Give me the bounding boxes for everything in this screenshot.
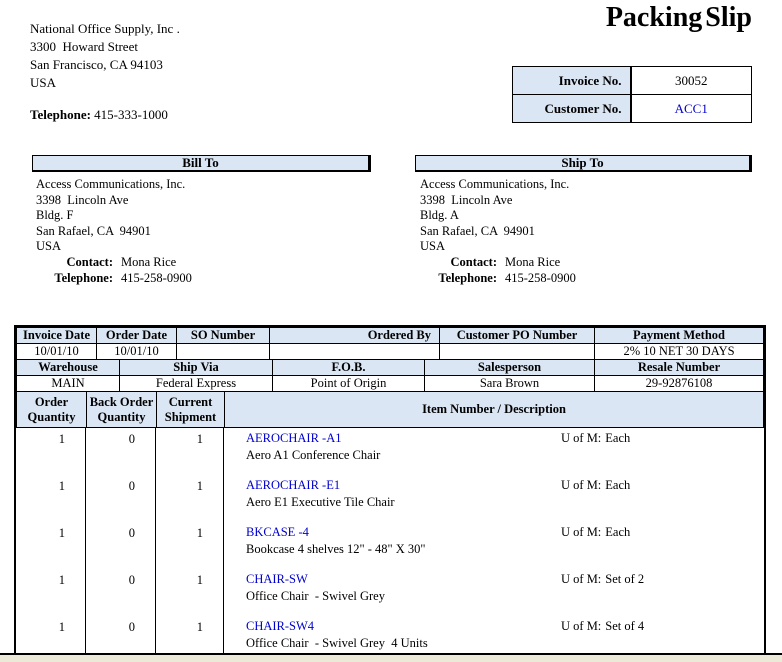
ship-via-value: Federal Express: [120, 376, 273, 392]
fob-header: F.O.B.: [273, 360, 425, 376]
ship-to-line: 3398 Lincoln Ave: [420, 192, 513, 207]
uom-value: Each: [605, 478, 631, 492]
list-item: [224, 474, 764, 521]
back-order-quantity-value: 0: [128, 479, 135, 493]
company-address-block: [30, 20, 180, 124]
phone-label: Telephone:: [438, 270, 497, 285]
unit-of-measure: [561, 619, 644, 634]
items-header-table: [16, 391, 764, 428]
fob-value: Point of Origin: [273, 376, 425, 392]
bill-to-line: Access Communications, Inc.: [36, 177, 186, 191]
bill-to-line: Bldg. F: [36, 208, 74, 223]
item-number-link[interactable]: BKCASE -4: [246, 525, 309, 539]
resale-number-value: 29-92876108: [595, 376, 764, 392]
ship-to-header: Ship To: [415, 155, 752, 172]
unit-of-measure: [561, 525, 630, 540]
item-number-link[interactable]: CHAIR-SW: [246, 572, 308, 586]
invoice-date-value: 10/01/10: [17, 344, 97, 360]
company-phone-line: [30, 106, 180, 124]
unit-of-measure: [561, 431, 630, 446]
table-row: [17, 392, 764, 428]
uom-label: U of M:: [561, 572, 602, 586]
item-number-link[interactable]: AEROCHAIR -E1: [246, 478, 341, 492]
item-description: Office Chair - Swivel Grey: [246, 589, 385, 603]
customer-po-value: [440, 344, 595, 360]
order-quantity-value: 1: [58, 620, 65, 634]
item-description: Bookcase 4 shelves 12" - 48" X 30": [246, 542, 426, 556]
table-row: [17, 328, 764, 344]
ship-to-line: San Rafael, CA 94901: [420, 223, 535, 238]
resale-number-header: Resale Number: [595, 360, 764, 376]
uom-value: Set of 4: [605, 619, 645, 633]
customer-po-header: Customer PO Number: [440, 328, 595, 344]
uom-label: U of M:: [561, 431, 602, 445]
uom-value: Each: [605, 525, 631, 539]
page-title: Packing Slip: [605, 2, 752, 33]
ship-to-line: Access Communications, Inc.: [420, 177, 570, 191]
company-address-line: 3300 Howard Street: [30, 39, 138, 54]
order-date-header: Order Date: [97, 328, 177, 344]
warehouse-value: MAIN: [17, 376, 120, 392]
table-row: [513, 95, 752, 123]
item-description-header: Item Number / Description: [225, 392, 764, 428]
bill-to-line: San Rafael, CA 94901: [36, 223, 151, 238]
item-description: Office Chair - Swivel Grey 4 Units: [246, 636, 428, 650]
uom-label: U of M:: [561, 478, 602, 492]
order-date-value: 10/01/10: [97, 344, 177, 360]
contact-value: Mona Rice: [505, 254, 561, 269]
current-shipment-header: Current Shipment: [157, 392, 225, 428]
company-name: National Office Supply, Inc .: [30, 21, 180, 36]
order-details-table: [14, 325, 766, 653]
back-order-quantity-value: 0: [128, 573, 135, 587]
phone-label: Telephone:: [30, 107, 91, 122]
bill-to-line: 3398 Lincoln Ave: [36, 192, 129, 207]
table-row: [513, 67, 752, 95]
order-quantity-value: 1: [58, 432, 65, 446]
invoice-date-header: Invoice Date: [17, 328, 97, 344]
bill-to-address-block: [36, 177, 192, 286]
table-row: [17, 360, 764, 376]
contact-value: Mona Rice: [121, 254, 177, 269]
uom-label: U of M:: [561, 525, 602, 539]
current-shipment-value: 1: [196, 620, 203, 634]
uom-label: U of M:: [561, 619, 602, 633]
current-shipment-value: 1: [196, 526, 203, 540]
phone-label: Telephone:: [54, 270, 113, 285]
back-order-quantity-value: 0: [128, 526, 135, 540]
warehouse-header: Warehouse: [17, 360, 120, 376]
order-info-table-1: [16, 327, 764, 360]
phone-value: 415-333-1000: [94, 107, 168, 122]
uom-value: Each: [605, 431, 631, 445]
back-order-quantity-header: Back Order Quantity: [87, 392, 157, 428]
company-address-line: San Francisco, CA 94103: [30, 57, 163, 72]
customer-no-label: Customer No.: [513, 95, 631, 123]
payment-method-value: 2% 10 NET 30 DAYS: [595, 344, 764, 360]
item-description: Aero A1 Conference Chair: [246, 448, 381, 462]
ship-to-address-block: [420, 177, 576, 286]
bill-to-contact-line: [36, 255, 192, 271]
table-row: [17, 376, 764, 392]
company-address-line: USA: [30, 75, 57, 90]
list-item: [224, 427, 764, 474]
contact-label: Contact:: [66, 254, 113, 269]
current-shipment-column: [156, 427, 224, 653]
invoice-no-label: Invoice No.: [513, 67, 631, 95]
contact-label: Contact:: [450, 254, 497, 269]
bill-to-header: Bill To: [32, 155, 371, 172]
bill-to-line: USA: [36, 239, 62, 254]
order-info-table-2: [16, 359, 764, 392]
ship-via-header: Ship Via: [120, 360, 273, 376]
payment-method-header: Payment Method: [595, 328, 764, 344]
item-number-link[interactable]: AEROCHAIR -A1: [246, 431, 342, 445]
ship-to-phone-line: [420, 271, 576, 287]
items-list: [16, 427, 764, 651]
window-background-strip: [0, 655, 782, 662]
table-row: [17, 344, 764, 360]
order-quantity-value: 1: [58, 526, 65, 540]
invoice-summary-table: [512, 66, 752, 123]
bill-to-phone-line: [36, 271, 192, 287]
phone-value: 415-258-0900: [505, 270, 576, 285]
back-order-quantity-value: 0: [128, 432, 135, 446]
current-shipment-value: 1: [196, 573, 203, 587]
salesperson-value: Sara Brown: [425, 376, 595, 392]
ship-to-contact-line: [420, 255, 576, 271]
back-order-quantity-column: [86, 427, 156, 653]
uom-value: Set of 2: [605, 572, 645, 586]
ordered-by-header: Ordered By: [270, 328, 440, 344]
unit-of-measure: [561, 572, 644, 587]
item-description: Aero E1 Executive Tile Chair: [246, 495, 395, 509]
ship-to-line: Bldg. A: [420, 208, 459, 223]
order-quantity-column: [16, 427, 86, 653]
ordered-by-value: [270, 344, 440, 360]
order-quantity-header: Order Quantity: [17, 392, 87, 428]
customer-no-link[interactable]: ACC1: [674, 100, 708, 116]
current-shipment-value: 1: [196, 479, 203, 493]
invoice-no-value: 30052: [631, 67, 752, 95]
phone-value: 415-258-0900: [121, 270, 192, 285]
so-number-header: SO Number: [177, 328, 270, 344]
list-item: [224, 615, 764, 653]
back-order-quantity-value: 0: [128, 620, 135, 634]
list-item: [224, 521, 764, 568]
item-description-column: [224, 427, 764, 653]
ship-to-line: USA: [420, 239, 446, 254]
unit-of-measure: [561, 478, 630, 493]
current-shipment-value: 1: [196, 432, 203, 446]
order-quantity-value: 1: [58, 573, 65, 587]
item-number-link[interactable]: CHAIR-SW4: [246, 619, 315, 633]
order-quantity-value: 1: [58, 479, 65, 493]
list-item: [224, 568, 764, 615]
salesperson-header: Salesperson: [425, 360, 595, 376]
so-number-value: [177, 344, 270, 360]
